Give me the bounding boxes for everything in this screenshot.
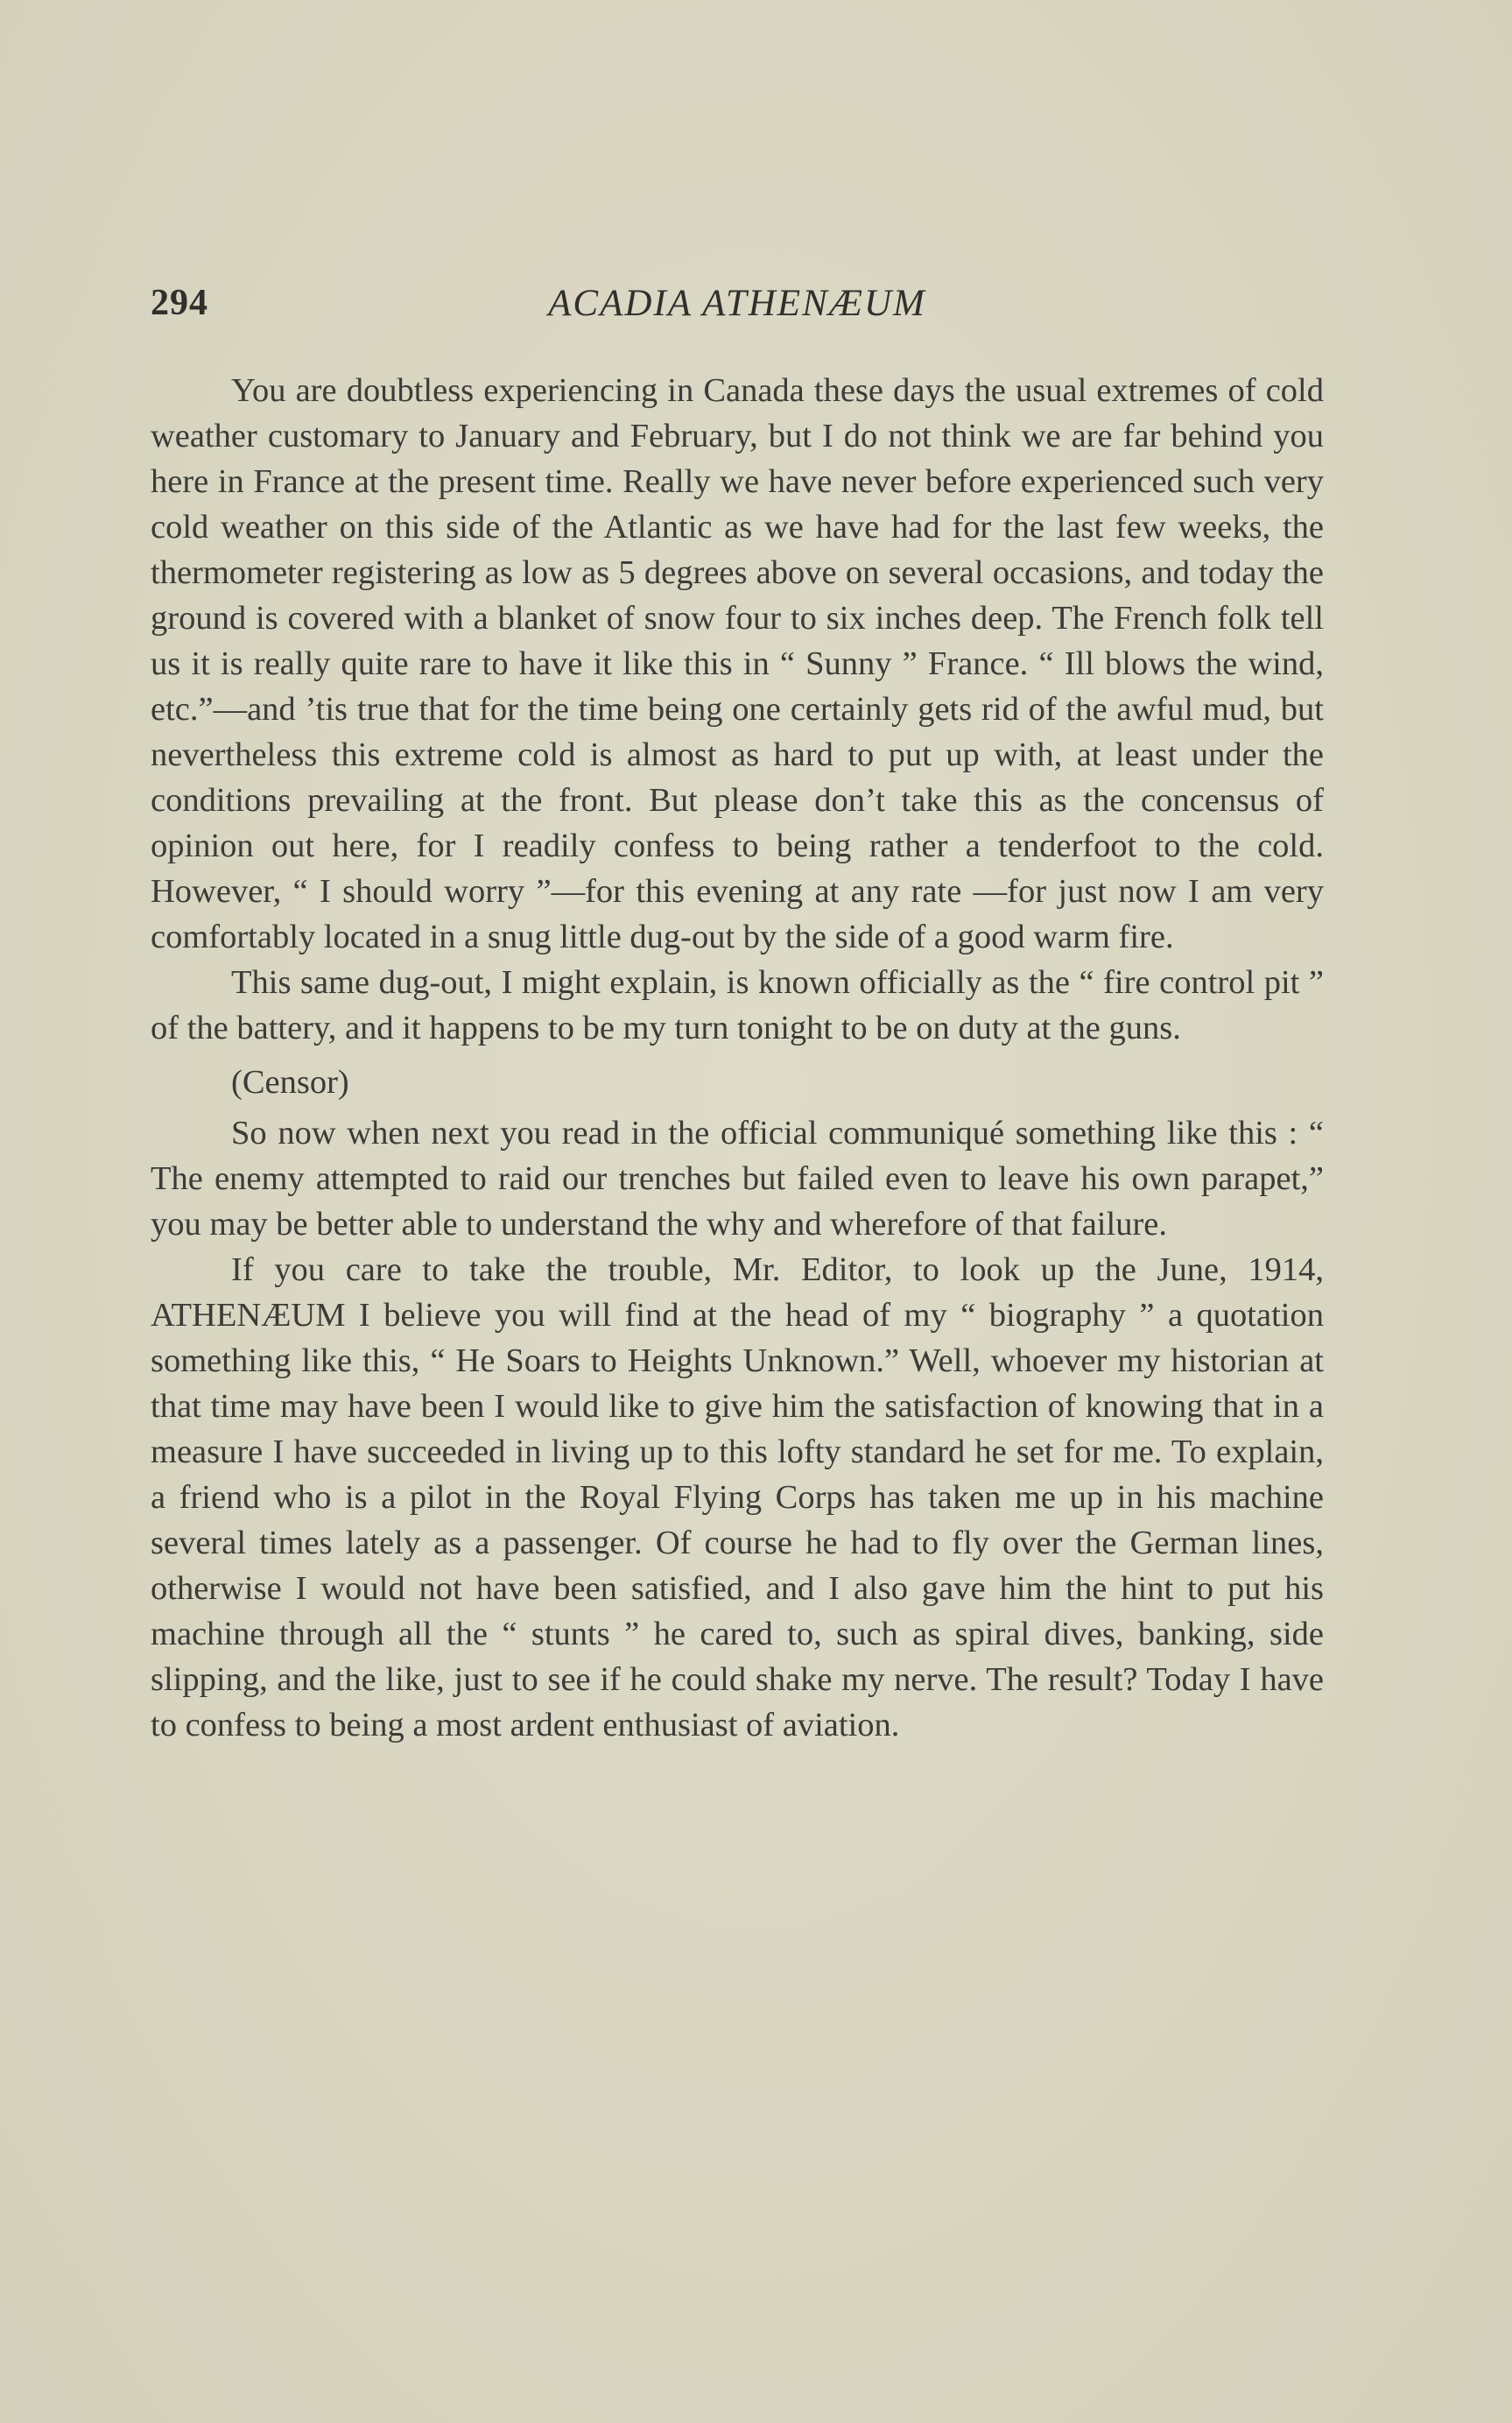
paragraph-4: If you care to take the trouble, Mr. Editor, to look up the June, 1914, ATHENÆUM I believe you will find at the head of my “ biography ” a quotation something like this, “ He Soars to Heights Unknown.” Well, whoever my historian at that time may have been I would like to give him the satisfaction of knowing that in a measure I have succeeded in living up to this lofty standard he set for me. To explain, a friend who is a pilot in the Royal Flying Corps has taken me up in his machine several times lately as a passenger. Of course he had to fly over the German lines, otherwise I would not have been satisfied, and I also gave him the hint to put his machine through all the “ stunts ” he cared to, such as spiral dives, banking, side slipping, and the like, just to see if he could shake my nerve. The result? Today I have to confess to being a most ardent enthusiast of aviation. <box>151 1251 1324 1743</box>
paragraph-2: This same dug-out, I might explain, is known officially as the “ fire control pit ” of the battery, and it happens to be my turn tonight to be on duty at the guns. <box>151 964 1324 1046</box>
paragraph-3: So now when next you read in the official communiqué something like this : “ The enemy attempted to raid our trenches but failed even to leave his own parapet,” you may be better able to understand the why and wherefore of that failure. <box>151 1115 1324 1243</box>
article-body <box>151 368 1324 1748</box>
running-head: ACADIA ATHENÆUM <box>548 283 926 324</box>
page-number: 294 <box>151 283 208 323</box>
censor-note: (Censor) <box>231 1064 349 1101</box>
page-header <box>151 282 1324 335</box>
paragraph-1: You are doubtless experiencing in Canada these days the usual extremes of cold weather customary to January and February, but I do not think we are far behind you here in France at the present time. Really we have never before experienced such very cold weather on this side of the Atlantic as we have had for the last few weeks, the thermometer registering as low as 5 degrees above on several occasions, and today the ground is covered with a blanket of snow four to six inches deep. The French folk tell us it is really quite rare to have it like this in “ Sunny ” France. “ Ill blows the wind, etc.”—and ’tis true that for the time being one certainly gets rid of the awful mud, but nevertheless this extreme cold is almost as hard to put up with, at least under the conditions prevailing at the front. But please don’t take this as the concensus of opinion out here, for I readily confess to being rather a tenderfoot to the cold. However, “ I should worry ”—for this evening at any rate —for just now I am very comfortably located in a snug little dug-out by the side of a good warm fire. <box>151 372 1324 955</box>
